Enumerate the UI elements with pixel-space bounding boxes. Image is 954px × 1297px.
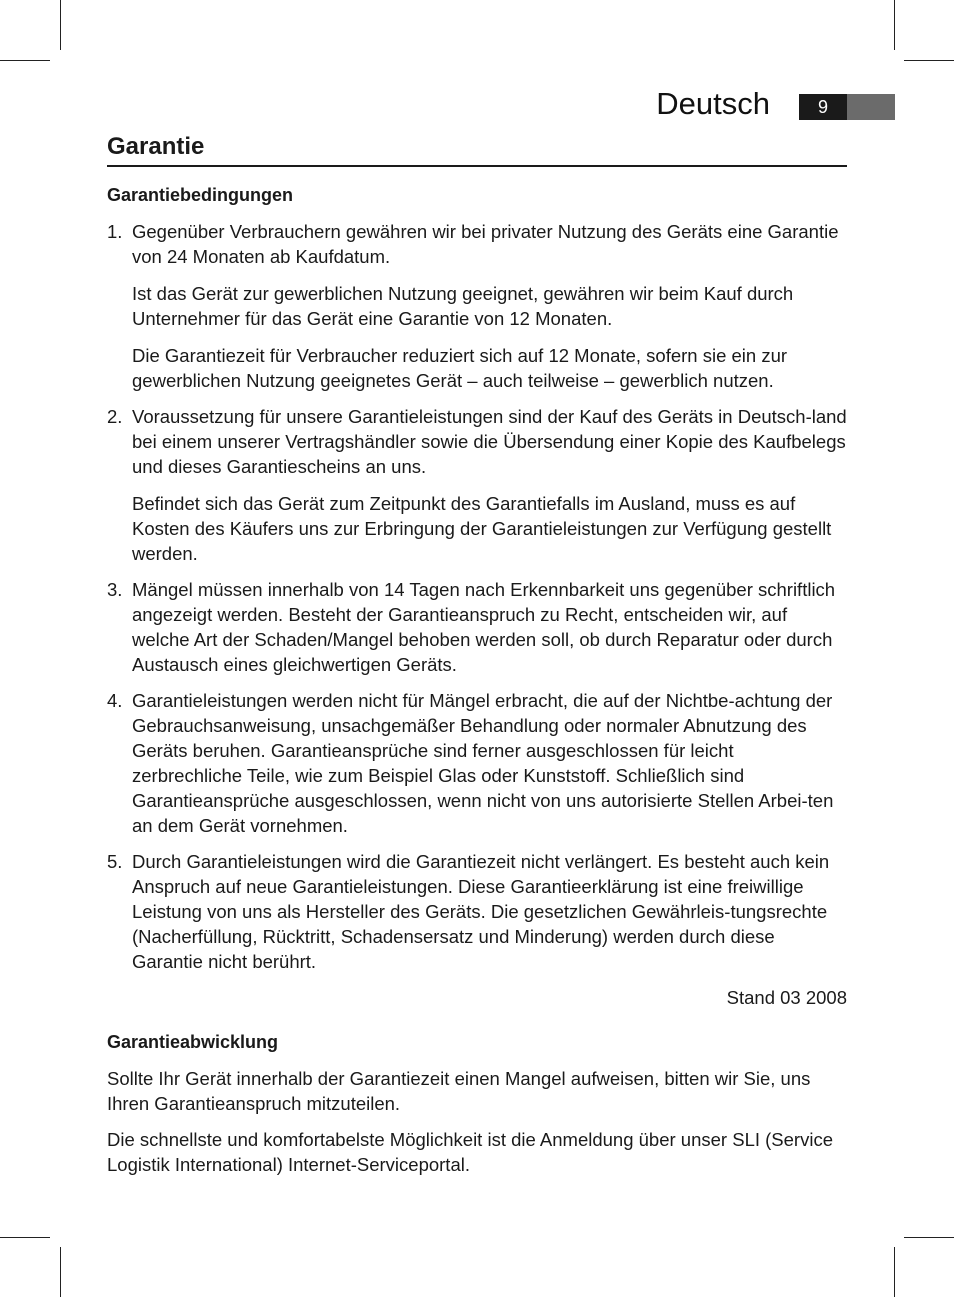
list-item — [107, 404, 847, 566]
paragraph: Mängel müssen innerhalb von 14 Tagen nach Erkennbarkeit uns gegenüber schriftlich angezeigt werden. Besteht der Garantieanspruch zu Recht, entscheiden wir, auf welche Art der Schaden/Mangel behoben werden soll, ob durch Reparatur oder durch Austausch eines gleichwertigen Geräts. — [132, 579, 836, 675]
crop-mark — [60, 1247, 61, 1297]
page-number: 9 — [799, 94, 847, 120]
list-item — [107, 688, 847, 838]
list-item — [107, 849, 847, 974]
crop-mark — [894, 1247, 895, 1297]
page-content — [107, 130, 847, 1177]
paragraph: Voraussetzung für unsere Garantieleistungen sind der Kauf des Geräts in Deutsch-land bei einem unserer Vertragshändler sowie die Übersendung einer Kopie des Kaufbelegs und dieses Garantiescheins an uns. — [132, 406, 847, 477]
language-heading: Deutsch — [656, 86, 770, 121]
paragraph: Garantieleistungen werden nicht für Mängel erbracht, die auf der Nichtbe-achtung der Gebrauchsanweisung, unsachgemäßer Behandlung oder normaler Abnutzung des Geräts beruhen. Garantieansprüche sind ferner ausgeschlossen für leicht zerbrechliche Teile, wie zum Beispiel Glas oder Kunststoff. Schließlich sind Garantieansprüche ausgeschlossen, wenn nicht von uns autorisierte Stellen Arbei-ten an dem Gerät vornehmen. — [132, 690, 834, 836]
crop-mark — [904, 60, 954, 61]
item-number: 4. — [107, 690, 123, 711]
item-number: 1. — [107, 221, 123, 242]
item-number: 3. — [107, 579, 123, 600]
crop-mark — [60, 0, 61, 50]
section-title: Garantie — [107, 130, 847, 167]
crop-mark — [0, 60, 50, 61]
crop-mark — [904, 1237, 954, 1238]
item-number: 5. — [107, 851, 123, 872]
conditions-heading: Garantiebedingungen — [107, 185, 294, 205]
paragraph: Befindet sich das Gerät zum Zeitpunkt des Garantiefalls im Ausland, muss es auf Kosten des Käufers uns zur Erbringung der Garantieleistungen zur Verfügung gestellt werden. — [132, 493, 832, 564]
list-item — [107, 577, 847, 677]
paragraph: Ist das Gerät zur gewerblichen Nutzung geeignet, gewähren wir beim Kauf durch Unternehmer für das Gerät eine Garantie von 12 Monaten. — [132, 283, 794, 329]
conditions-list — [107, 219, 847, 974]
list-item — [107, 219, 847, 393]
paragraph: Die schnellste und komfortabelste Möglichkeit ist die Anmeldung über unser SLI (Service Logistik International) Internet-Serviceportal. — [107, 1129, 833, 1175]
item-number: 2. — [107, 406, 123, 427]
paragraph: Sollte Ihr Gerät innerhalb der Garantiezeit einen Mangel aufweisen, bitten wir Sie, uns Ihren Garantieanspruch mitzuteilen. — [107, 1068, 811, 1114]
paragraph: Die Garantiezeit für Verbraucher reduziert sich auf 12 Monate, sofern sie ein zur gewerblichen Nutzung geeignetes Gerät – auch teilweise – gewerblich nutzen. — [132, 345, 788, 391]
processing-section — [107, 1066, 847, 1177]
paragraph: Gegenüber Verbrauchern gewähren wir bei privater Nutzung des Geräts eine Garantie von 24 Monaten ab Kaufdatum. — [132, 221, 839, 267]
crop-mark — [0, 1237, 50, 1238]
version-note: Stand 03 2008 — [726, 987, 847, 1008]
crop-mark — [894, 0, 895, 50]
page-tab-bar — [847, 94, 895, 120]
processing-heading: Garantieabwicklung — [107, 1032, 279, 1052]
paragraph: Durch Garantieleistungen wird die Garantiezeit nicht verlängert. Es besteht auch kein Anspruch auf neue Garantieleistungen. Diese Garantieerklärung ist eine freiwillige Leistung von uns als Hersteller des Geräts. Die gesetzlichen Gewährleis-tungsrechte (Nacherfüllung, Rücktritt, Schadensersatz und Minderung) werden durch diese Garantie nicht berührt. — [132, 851, 830, 972]
